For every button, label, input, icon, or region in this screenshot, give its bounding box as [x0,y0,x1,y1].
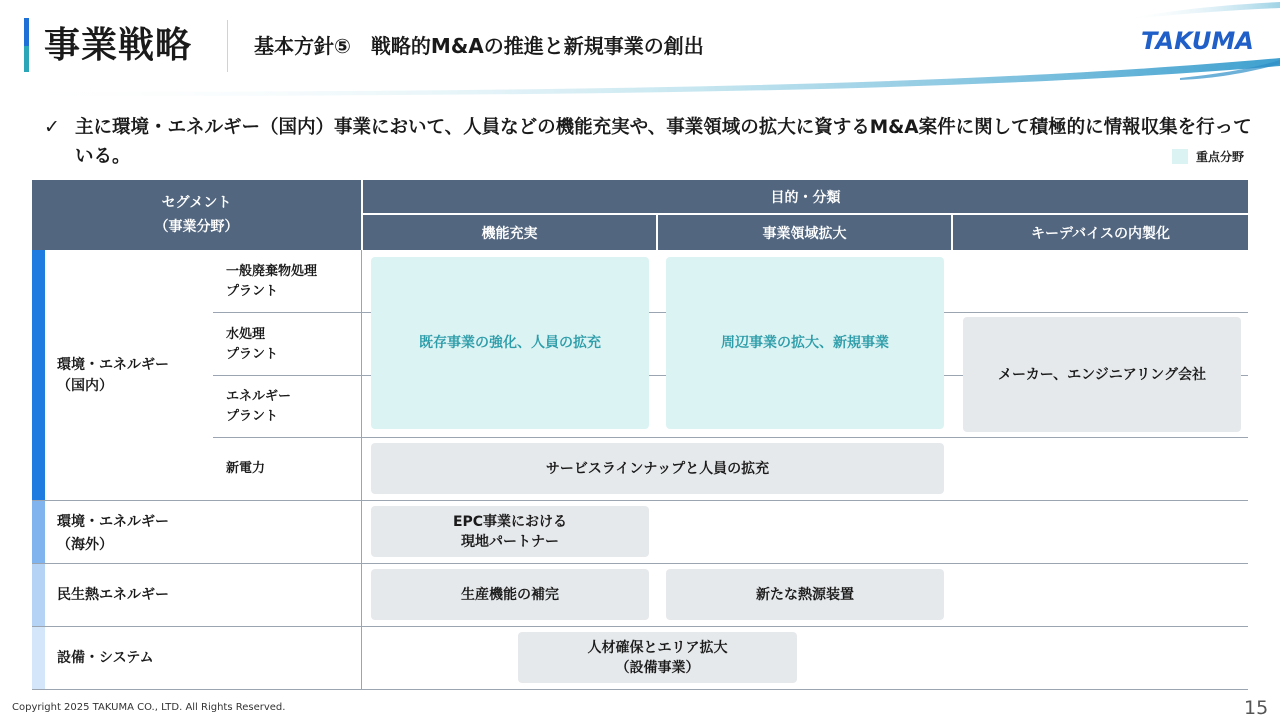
title-accent-bar-blue [24,18,29,46]
box-domestic-expansion: 周辺事業の拡大、新規事業 [666,257,944,429]
page-number: 15 [1244,697,1269,719]
segment-header: セグメント （事業分野） [32,180,361,250]
bullet-text: 主に環境・エネルギー（国内）事業において、人員などの機能充実や、事業領域の拡大に資するM&A案件に関して積極的に情報収集を行っている。 [75,117,1252,167]
legend-swatch [1172,149,1188,164]
segment-strip-heat [32,564,45,626]
table-bottom-border [32,689,1248,690]
box-heat-function: 生産機能の補完 [371,569,649,620]
subsegment-label-new-power: 新電力 [226,461,266,476]
table-vertical-divider [361,250,362,689]
column-header-keydevice: キーデバイスの内製化 [953,215,1248,250]
box-domestic-keydevice: メーカー、エンジニアリング会社 [963,317,1241,432]
column-header-function: 機能充実 [363,215,656,250]
page-subtitle: 基本方針⑤ 戦略的M&Aの推進と新規事業の創出 [254,34,704,58]
subsegment-label-waste: 一般廃棄物処理 プラント [226,264,318,299]
legend-label: 重点分野 [1196,150,1245,164]
box-heat-expansion: 新たな熱源装置 [666,569,944,620]
segment-strip-domestic [32,250,45,500]
row-divider [32,563,1248,564]
row-divider [32,500,1248,501]
subsegment-label-energy: エネルギー プラント [226,389,292,424]
segment-label-equipment: 設備・システム [57,650,154,666]
column-header-expansion: 事業領域拡大 [658,215,951,250]
row-divider [32,626,1248,627]
company-logo: TAKUMA [1141,27,1254,55]
segment-strip-overseas [32,501,45,563]
segment-strip-equipment [32,627,45,689]
segment-label-domestic: 環境・エネルギー （国内） [57,357,169,394]
check-icon: ✓ [44,116,60,138]
header-divider [227,20,228,72]
box-equipment: 人材確保とエリア拡大 （設備事業） [518,632,797,683]
box-new-power: サービスラインナップと人員の拡充 [371,443,944,494]
page-title: 事業戦略 [44,25,193,66]
segment-label-heat: 民生熱エネルギー [57,587,169,603]
copyright: Copyright 2025 TAKUMA CO., LTD. All Rights Reserved. [12,702,286,713]
box-overseas-function: EPC事業における 現地パートナー [371,506,649,557]
purpose-header: 目的・分類 [363,180,1248,213]
row-divider [213,437,1248,438]
title-accent-bar-teal [24,46,29,72]
segment-label-overseas: 環境・エネルギー （海外） [57,514,169,553]
box-domestic-function: 既存事業の強化、人員の拡充 [371,257,649,429]
subsegment-label-water: 水処理 プラント [226,327,279,362]
